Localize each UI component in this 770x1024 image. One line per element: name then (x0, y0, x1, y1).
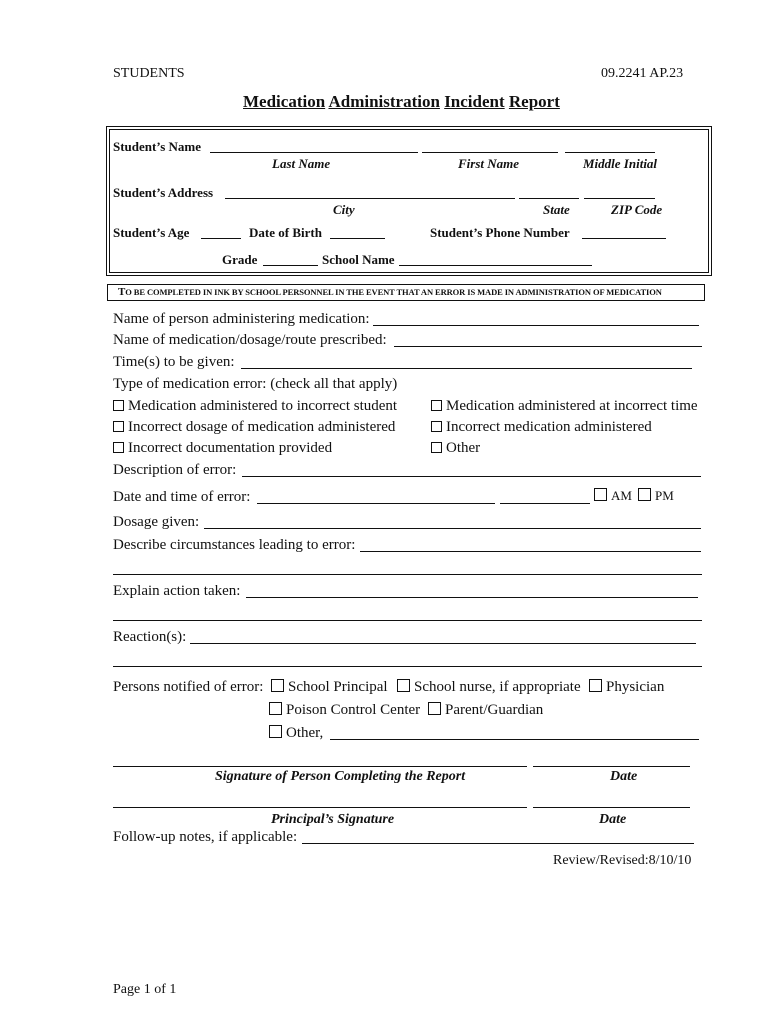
reactions-field-2[interactable] (113, 666, 702, 667)
title-word: Report (508, 92, 560, 111)
student-address-label: Student’s Address (113, 185, 214, 200)
completing-date-caption: Date (610, 769, 638, 784)
dosage-label: Dosage given: (113, 514, 200, 530)
instruction-first-letter: T (118, 286, 126, 298)
checkbox[interactable] (113, 421, 124, 432)
reactions-label: Reaction(s): (113, 629, 187, 645)
checkbox[interactable] (428, 702, 441, 715)
notified-label: Persons notified of error: (113, 679, 264, 695)
date-field[interactable] (257, 503, 495, 504)
instruction-text (118, 286, 662, 298)
completing-signature-caption: Signature of Person Completing the Report (215, 769, 466, 784)
state-field[interactable] (519, 198, 579, 199)
reactions-field[interactable] (190, 643, 696, 644)
checkbox[interactable] (269, 702, 282, 715)
times-field[interactable] (241, 368, 692, 369)
checkbox[interactable] (431, 400, 442, 411)
dob-field[interactable] (330, 238, 385, 239)
checkbox[interactable] (271, 679, 284, 692)
error-option-other[interactable] (431, 440, 480, 457)
date-time-label: Date and time of error: (113, 489, 251, 505)
notified-physician[interactable] (589, 679, 664, 696)
notified-poison-control[interactable] (269, 702, 420, 719)
time-field[interactable] (500, 503, 590, 504)
grade-label: Grade (222, 252, 258, 267)
error-type-label: Type of medication error: (check all that apply) (113, 376, 398, 392)
zip-field[interactable] (584, 198, 655, 199)
page-title (243, 92, 560, 112)
pm-label: PM (655, 488, 674, 503)
error-option-incorrect-student[interactable] (113, 398, 397, 415)
am-option[interactable] (594, 488, 632, 504)
last-name-caption: Last Name (272, 156, 331, 171)
last-name-field[interactable] (210, 152, 418, 153)
school-name-field[interactable] (399, 265, 592, 266)
checkbox[interactable] (113, 400, 124, 411)
option-label: Incorrect medication administered (446, 419, 652, 435)
dob-label: Date of Birth (249, 225, 322, 240)
middle-initial-caption: Middle Initial (583, 156, 658, 171)
instruction-rest: O BE COMPLETED IN INK BY SCHOOL PERSONNEL IN THE EVENT THAT AN ERROR IS MADE IN ADMINISTRATION OF MEDICATION (125, 287, 662, 297)
middle-initial-field[interactable] (565, 152, 655, 153)
principal-date-field[interactable] (533, 807, 690, 808)
checkbox[interactable] (397, 679, 410, 692)
header-code: 09.2241 AP.23 (601, 66, 684, 81)
age-field[interactable] (201, 238, 241, 239)
first-name-caption: First Name (458, 156, 520, 171)
checkbox[interactable] (431, 421, 442, 432)
zip-caption: ZIP Code (611, 202, 663, 217)
action-label: Explain action taken: (113, 583, 241, 599)
phone-label: Student’s Phone Number (430, 225, 570, 240)
notified-school-nurse[interactable] (397, 679, 581, 696)
completing-signature-field[interactable] (113, 766, 527, 767)
option-label: Medication administered at incorrect time (446, 398, 698, 414)
title-word: Incident (444, 92, 505, 111)
option-label: Medication administered to incorrect student (128, 398, 398, 414)
option-label: Poison Control Center (286, 702, 421, 718)
checkbox[interactable] (269, 725, 282, 738)
checkbox[interactable] (589, 679, 602, 692)
pm-option[interactable] (638, 488, 674, 504)
checkbox[interactable] (638, 488, 651, 501)
action-field-2[interactable] (113, 620, 702, 621)
checkbox[interactable] (431, 442, 442, 453)
option-label: School nurse, if appropriate (414, 679, 581, 695)
med-name-label: Name of medication/dosage/route prescribed: (113, 332, 387, 348)
notified-parent-guardian[interactable] (428, 702, 543, 719)
checkbox[interactable] (113, 442, 124, 453)
principal-signature-caption: Principal’s Signature (271, 812, 395, 827)
med-name-field[interactable] (394, 346, 702, 347)
description-label: Description of error: (113, 462, 237, 478)
action-field[interactable] (246, 597, 698, 598)
completing-date-field[interactable] (533, 766, 690, 767)
age-label: Student’s Age (113, 225, 190, 240)
header-left: STUDENTS (113, 66, 185, 81)
title-word: Medication (243, 92, 326, 111)
followup-field[interactable] (302, 843, 694, 844)
description-field[interactable] (242, 476, 701, 477)
principal-date-caption: Date (599, 812, 627, 827)
notified-other-field[interactable] (330, 739, 699, 740)
notified-other[interactable] (269, 725, 323, 742)
state-caption: State (543, 202, 570, 217)
am-label: AM (611, 488, 632, 503)
option-label: Physician (606, 679, 665, 695)
error-option-incorrect-dosage[interactable] (113, 419, 395, 436)
dosage-field[interactable] (204, 528, 701, 529)
address-city-field[interactable] (225, 198, 515, 199)
person-admin-field[interactable] (373, 325, 699, 326)
option-label: School Principal (288, 679, 388, 695)
circumstances-field-2[interactable] (113, 574, 702, 575)
checkbox[interactable] (594, 488, 607, 501)
error-option-incorrect-documentation[interactable] (113, 440, 332, 457)
school-name-label: School Name (322, 252, 395, 267)
first-name-field[interactable] (422, 152, 558, 153)
error-option-incorrect-time[interactable] (431, 398, 698, 415)
student-name-label: Student’s Name (113, 139, 201, 154)
city-caption: City (333, 202, 355, 217)
option-label: Other (446, 440, 481, 456)
notified-school-principal[interactable] (271, 679, 388, 696)
followup-label: Follow-up notes, if applicable: (113, 829, 298, 845)
grade-field[interactable] (263, 265, 318, 266)
times-label: Time(s) to be given: (113, 354, 235, 370)
title-word: Administration (328, 92, 440, 111)
option-label: Incorrect documentation provided (128, 440, 333, 456)
option-label: Parent/Guardian (445, 702, 544, 718)
circumstances-field[interactable] (360, 551, 701, 552)
principal-signature-field[interactable] (113, 807, 527, 808)
person-admin-label: Name of person administering medication: (113, 311, 370, 327)
revision-date: Review/Revised:8/10/10 (553, 853, 692, 868)
error-option-incorrect-medication[interactable] (431, 419, 652, 436)
circumstances-label: Describe circumstances leading to error: (113, 537, 356, 553)
phone-field[interactable] (582, 238, 666, 239)
option-label: Incorrect dosage of medication administered (128, 419, 396, 435)
page-number: Page 1 of 1 (113, 982, 177, 997)
option-label: Other, (286, 725, 324, 741)
